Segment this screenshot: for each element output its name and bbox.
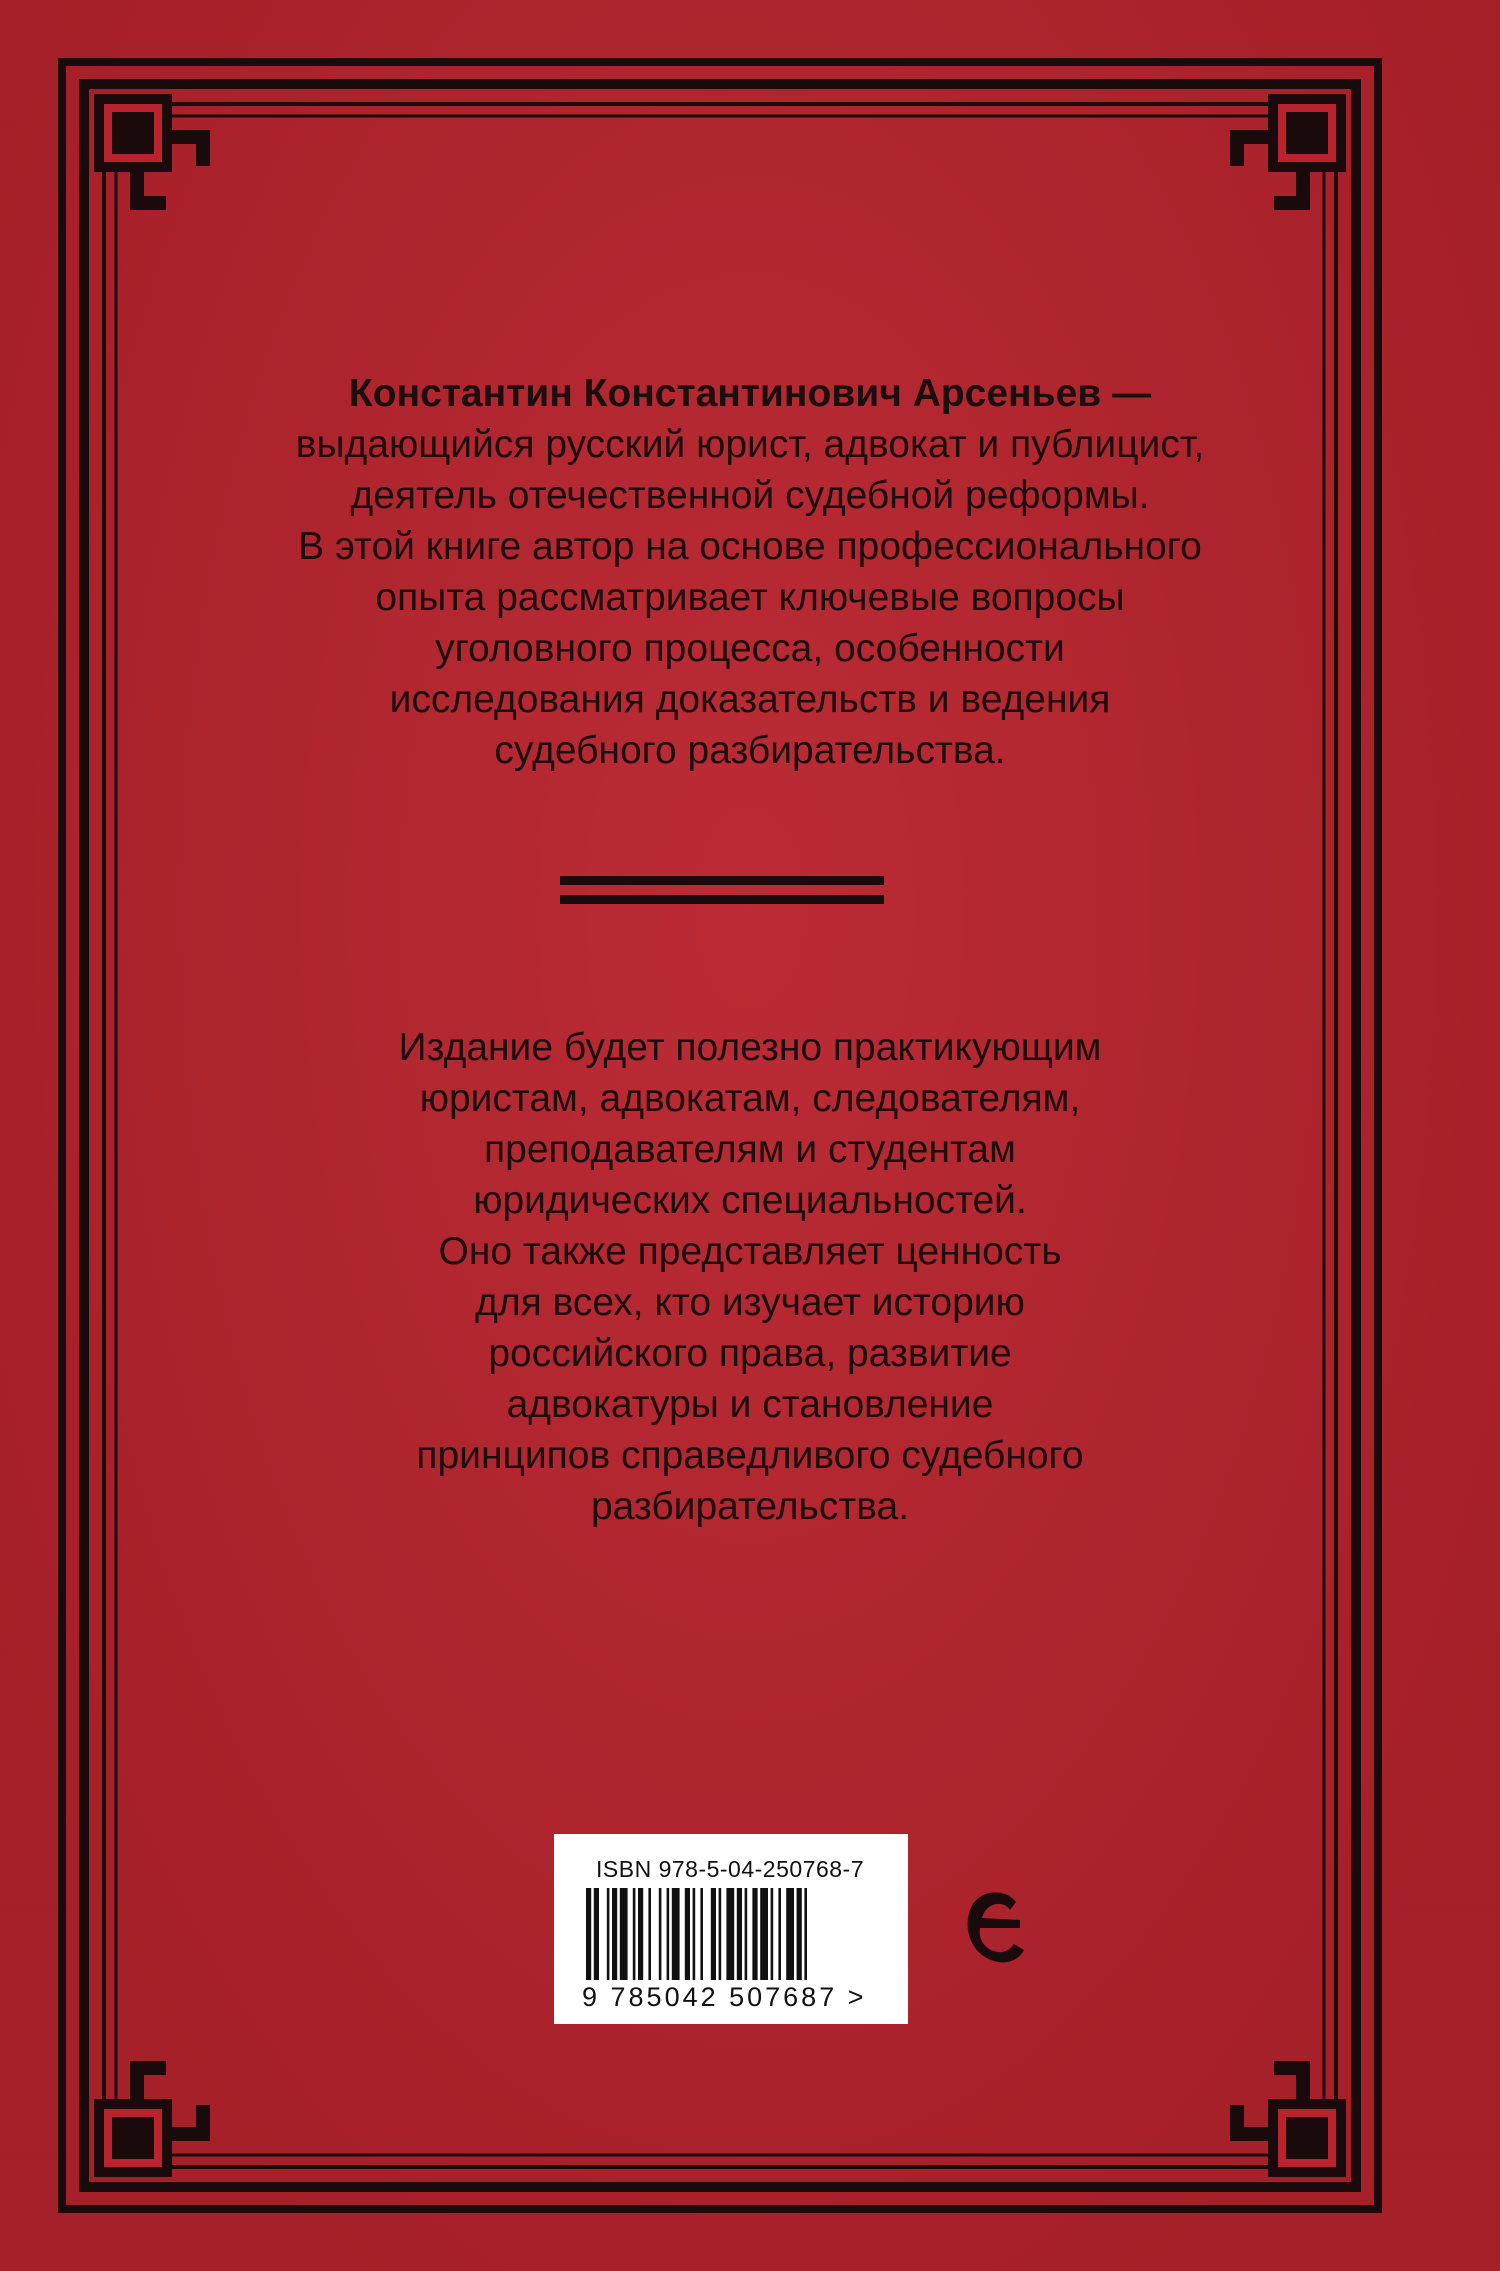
audience-line: российского права, развитие: [488, 1332, 1012, 1375]
audience-line: разбирательства.: [590, 1485, 910, 1528]
greek-key-corner-icon: [94, 2061, 210, 2177]
barcode-bar: [693, 1888, 696, 1980]
isbn-label: ISBN 978-5-04-250768-7: [596, 1856, 864, 1882]
description-line: исследования доказательств и ведения: [389, 678, 1111, 721]
author-line: Константин Константинович Арсеньев —: [348, 372, 1152, 415]
barcode-bar: [620, 1888, 628, 1980]
barcode-bar: [667, 1888, 670, 1980]
description-line: уголовного процесса, особенности: [435, 627, 1065, 670]
audience-line: Издание будет полезно практикующим: [398, 1026, 1102, 1069]
audience-description: [200, 1022, 1300, 1532]
isbn-digits: 9 785042 507687 >: [582, 1982, 867, 2012]
double-rule-separator: [560, 876, 884, 904]
description-line: опыта рассматривает ключевые вопросы: [375, 576, 1125, 619]
isbn-barcode-block: [554, 1834, 908, 2024]
barcode-bar: [607, 1888, 610, 1980]
barcode-bar: [638, 1888, 643, 1980]
greek-key-corner-icon: [1230, 2061, 1346, 2177]
barcode-bar: [659, 1888, 662, 1980]
barcode-bar: [745, 1888, 748, 1980]
audience-line: адвокатуры и становление: [506, 1383, 994, 1426]
description-line: судебного разбирательства.: [494, 729, 1006, 772]
audience-line: Оно также представляет ценность: [438, 1230, 1062, 1273]
barcode-bar: [648, 1888, 651, 1980]
description-line: В этой книге автор на основе профессионального: [298, 525, 1202, 568]
barcode-bar: [672, 1888, 680, 1980]
barcode-icon: [584, 1888, 878, 1980]
audience-line: для всех, кто изучает историю: [475, 1281, 1025, 1324]
barcode-bar: [804, 1888, 807, 1980]
barcode-bar: [737, 1888, 742, 1980]
book-description: [200, 368, 1300, 776]
audience-line: преподавателям и студентам: [484, 1128, 1016, 1171]
barcode-bar: [633, 1888, 636, 1980]
audience-line: принципов справедливого судебного: [416, 1434, 1084, 1477]
barcode-bar: [771, 1888, 774, 1980]
audience-line: юристам, адвокатам, следователям,: [419, 1077, 1081, 1120]
barcode-bar: [752, 1888, 757, 1980]
barcode-bar: [719, 1888, 722, 1980]
barcode-bar: [760, 1888, 768, 1980]
greek-key-corner-icon: [1230, 94, 1346, 210]
barcode-bar: [586, 1888, 591, 1980]
barcode-bar: [700, 1888, 703, 1980]
greek-key-corner-icon: [94, 94, 210, 210]
audience-line: юридических специальностей.: [473, 1179, 1027, 1222]
description-line: деятель отечественной судебной реформы.: [350, 474, 1150, 517]
barcode-bar: [778, 1888, 781, 1980]
barcode-bar: [612, 1888, 617, 1980]
description-line: выдающийся русский юрист, адвокат и публицист,: [295, 423, 1205, 466]
barcode-bar: [594, 1888, 599, 1980]
barcode-bar: [685, 1888, 690, 1980]
barcode-bar: [786, 1888, 794, 1980]
barcode-bar: [726, 1888, 734, 1980]
eksmo-logo-icon: [960, 1880, 1030, 1970]
barcode-bar: [711, 1888, 716, 1980]
barcode-bar: [797, 1888, 802, 1980]
